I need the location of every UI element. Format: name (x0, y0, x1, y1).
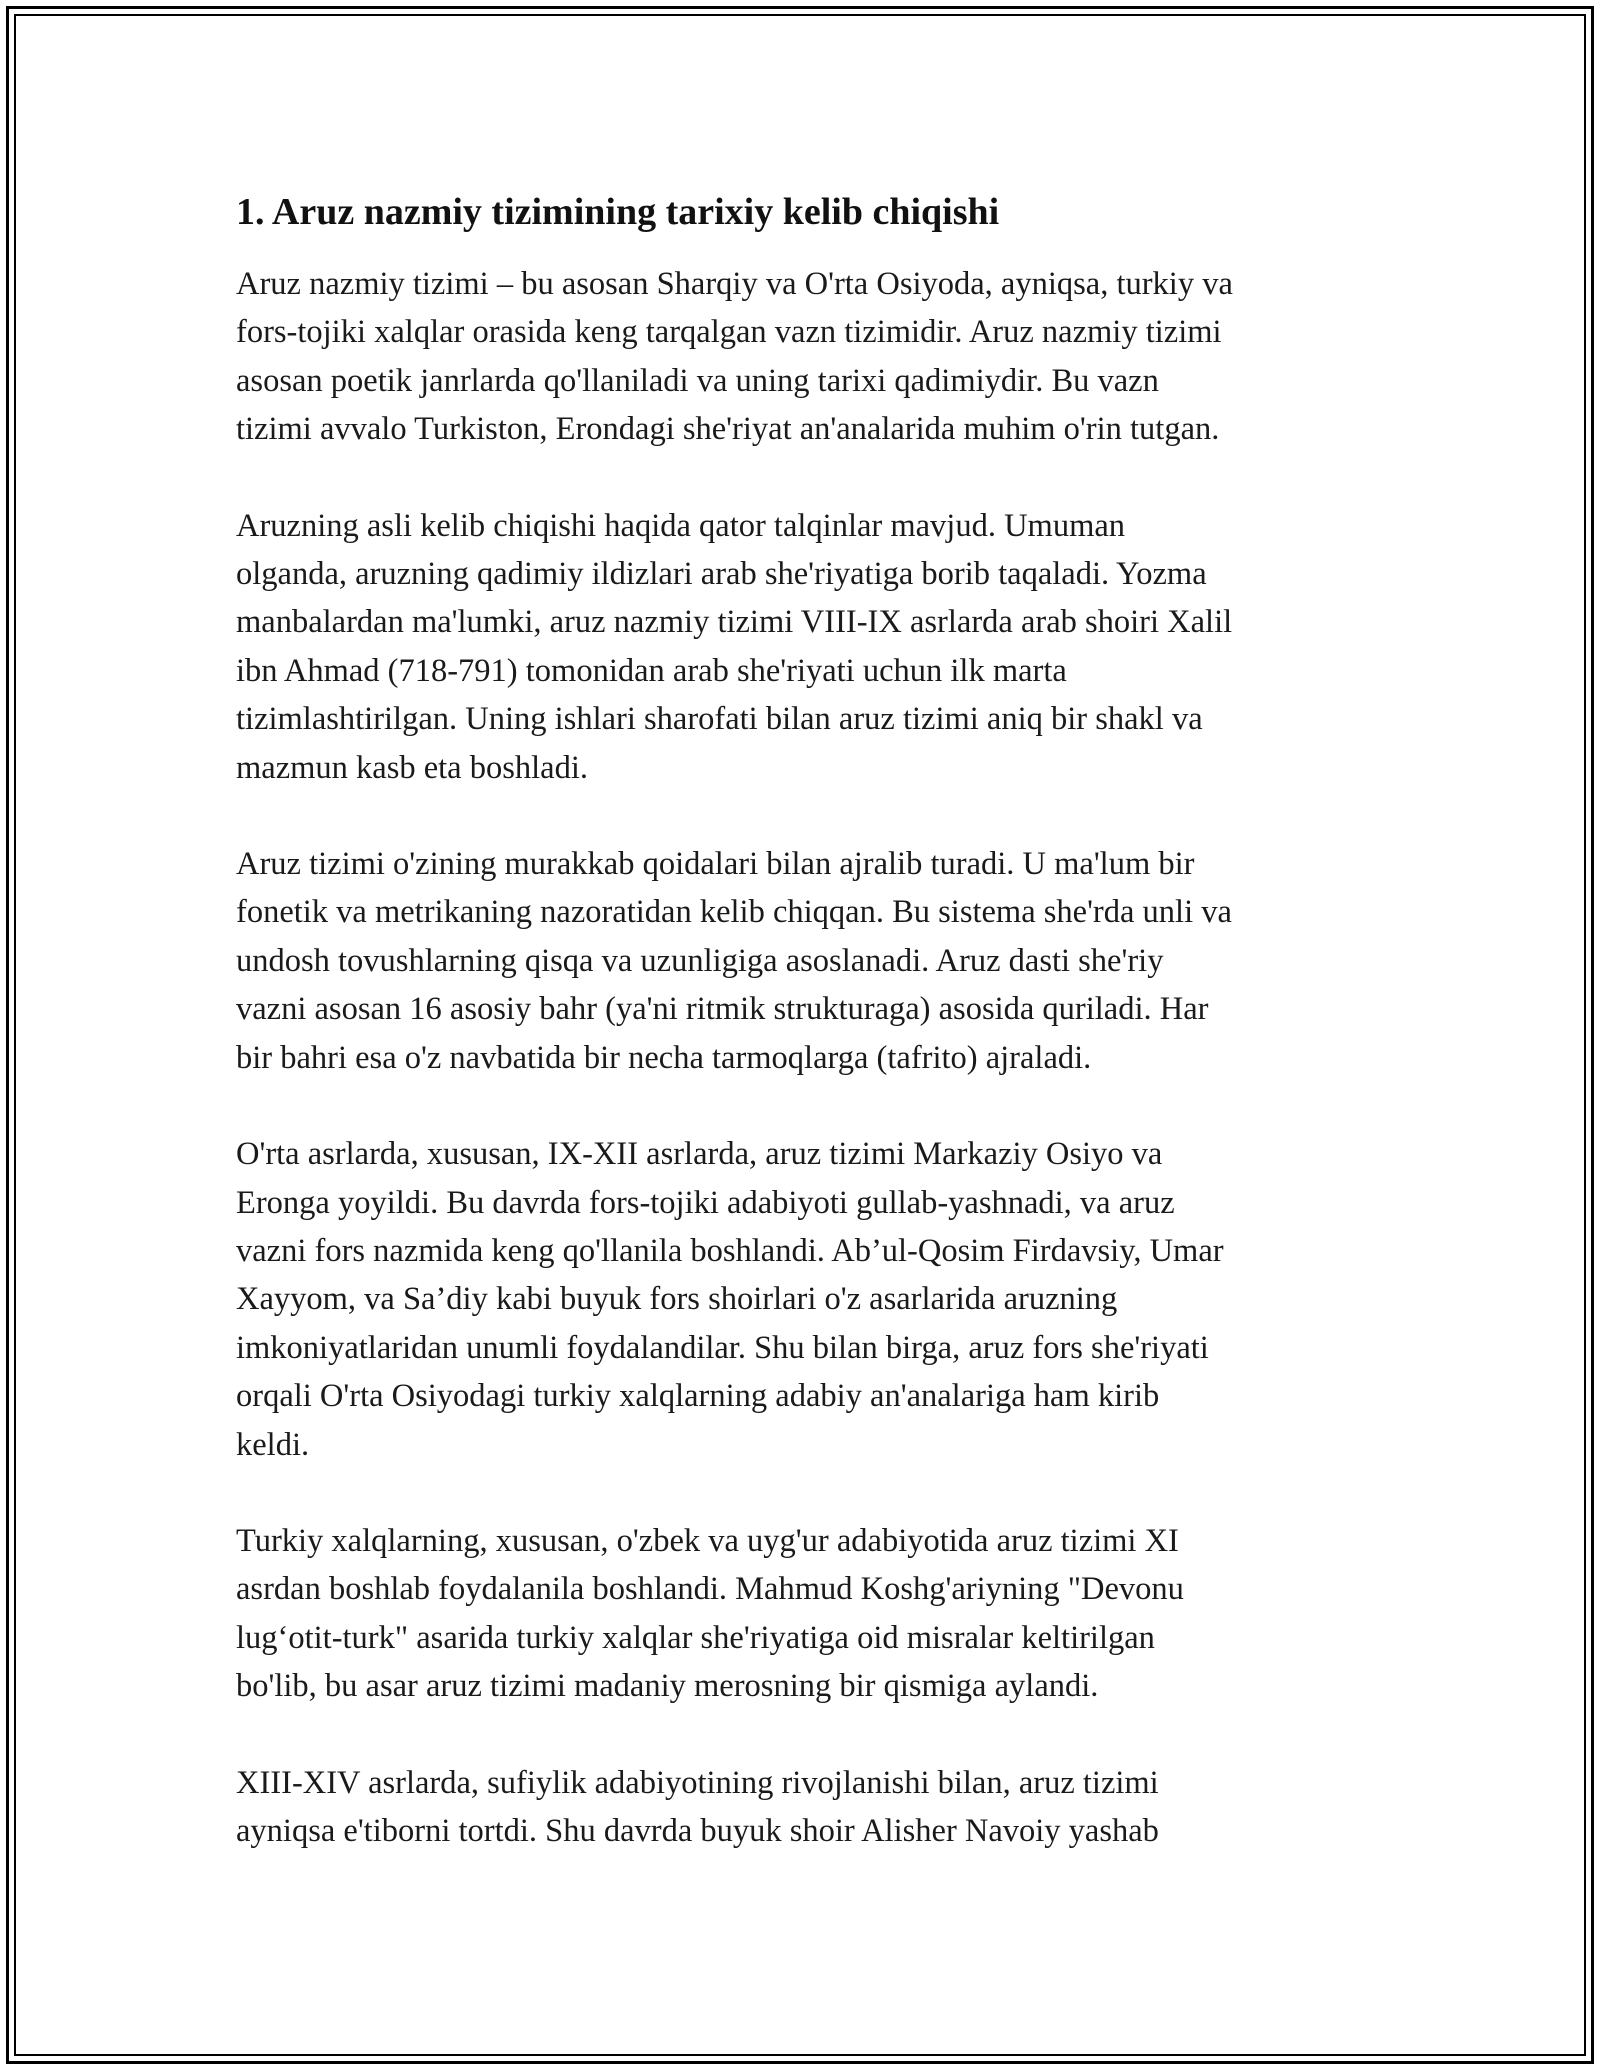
paragraph (236, 260, 1366, 454)
text-line: keldi. (236, 1426, 310, 1463)
text-line: fors-tojiki xalqlar orasida keng tarqalgan vazn tizimidir. Aruz nazmiy tizimi (236, 314, 1222, 351)
text-line: olganda, aruzning qadimiy ildizlari arab she'riyatiga borib taqaladi. Yozma (236, 556, 1207, 593)
text-line: tizimi avvalo Turkiston, Erondagi she'riyat an'analarida muhim o'rin tutgan. (236, 411, 1220, 448)
text-line: imkoniyatlaridan unumli foydalandilar. Shu bilan birga, aruz fors she'riyati (236, 1329, 1209, 1366)
text-line: Aruz nazmiy tizimi – bu asosan Sharqiy va O'rta Osiyoda, ayniqsa, turkiy va (236, 266, 1233, 302)
text-line: Eronga yoyildi. Bu davrda fors-tojiki adabiyoti gullab-yashnadi, va aruz (236, 1184, 1175, 1221)
text-line: asosan poetik janrlarda qo'llaniladi va uning tarixi qadimiydir. Bu vazn (236, 362, 1159, 399)
paragraph (236, 1759, 1366, 1856)
paragraph-list (236, 260, 1366, 1855)
text-line: asrdan boshlab foydalanila boshlandi. Mahmud Koshg'ariyning "Devonu (236, 1571, 1184, 1608)
text-line: lug‘otit-turk" asarida turkiy xalqlar she'riyatiga oid misralar keltirilgan (236, 1619, 1155, 1656)
text-line: orqali O'rta Osiyodagi turkiy xalqlarning adabiy an'analariga ham kirib (236, 1378, 1160, 1415)
text-line: vazni asosan 16 asosiy bahr (ya'ni ritmik strukturaga) asosida quriladi. Har (236, 991, 1209, 1028)
paragraph (236, 840, 1366, 1082)
text-line: ayniqsa e'tiborni tortdi. Shu davrda buyuk shoir Alisher Navoiy yashab (236, 1812, 1159, 1849)
text-line: tizimlashtirilgan. Uning ishlari sharofati bilan aruz tizimi aniq bir shakl va (236, 701, 1203, 738)
text-line: vazni fors nazmida keng qo'llanila boshlandi. Ab’ul-Qosim Firdavsiy, Umar (236, 1232, 1224, 1269)
document-body (236, 186, 1366, 1903)
paragraph (236, 1130, 1366, 1469)
text-line: manbalardan ma'lumki, aruz nazmiy tizimi VIII-IX asrlarda arab shoiri Xalil (236, 604, 1233, 641)
paragraph (236, 1517, 1366, 1711)
text-line: bir bahri esa o'z navbatida bir necha tarmoqlarga (tafrito) ajraladi. (236, 1039, 1092, 1076)
text-line: fonetik va metrikaning nazoratidan kelib chiqqan. Bu sistema she'rda unli va (236, 894, 1232, 931)
text-line: XIII-XIV asrlarda, sufiylik adabiyotining rivojlanishi bilan, aruz tizimi (236, 1764, 1159, 1801)
text-line: mazmun kasb eta boshladi. (236, 749, 588, 786)
text-line: undosh tovushlarning qisqa va uzunligiga asoslanadi. Aruz dasti she'riy (236, 942, 1164, 979)
text-line: Turkiy xalqlarning, xususan, o'zbek va uyg'ur adabiyotida aruz tizimi XI (236, 1522, 1179, 1559)
text-line: Aruz tizimi o'zining murakkab qoidalari bilan ajralib turadi. U ma'lum bir (236, 846, 1195, 883)
text-line: ibn Ahmad (718-791) tomonidan arab she'riyati uchun ilk marta (236, 652, 1067, 689)
paragraph (236, 502, 1366, 792)
text-line: bo'lib, bu asar aruz tizimi madaniy merosning bir qismiga aylandi. (236, 1668, 1099, 1705)
text-line: Aruzning asli kelib chiqishi haqida qator talqinlar mavjud. Umuman (236, 507, 1126, 544)
section-heading: 1. Aruz nazmiy tizimining tarixiy kelib chiqishi (236, 191, 1000, 233)
text-line: Xayyom, va Sa’diy kabi buyuk fors shoirlari o'z asarlarida aruzning (236, 1281, 1118, 1318)
text-line: O'rta asrlarda, xususan, IX-XII asrlarda, aruz tizimi Markaziy Osiyo va (236, 1136, 1163, 1173)
